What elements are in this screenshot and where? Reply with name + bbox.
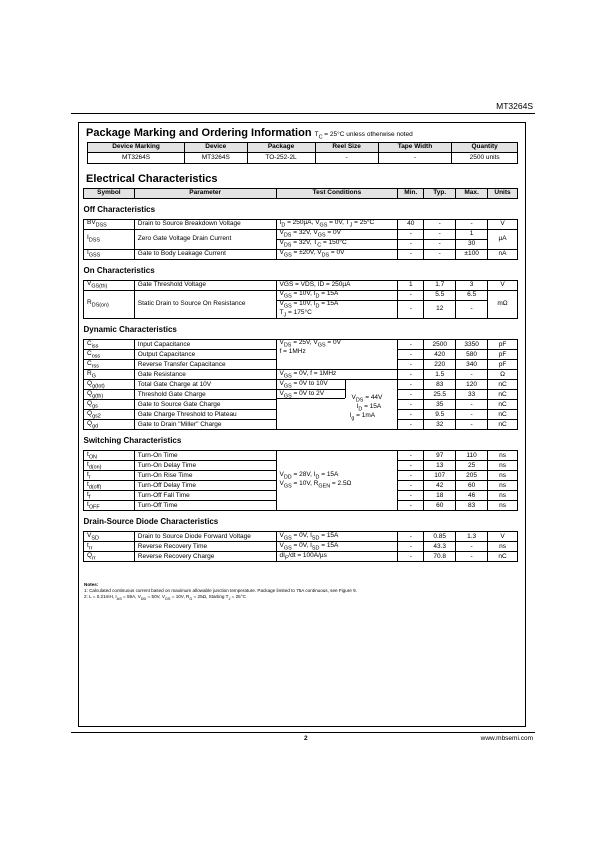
typ-cell: 97	[424, 451, 456, 461]
cell: -	[378, 153, 452, 164]
note-item: 1: Calculated continuous current based on maximum allowable junction temperature. Package limited to 75A continuous, see Figure 9.	[84, 588, 357, 593]
min-cell: -	[398, 360, 424, 370]
parameter-cell: Zero Gate Voltage Drain Current	[134, 230, 276, 250]
max-cell: -	[456, 301, 488, 319]
max-cell: -	[456, 552, 488, 562]
condition-line: $I_D = 15A$	[356, 403, 382, 413]
ordering-header-row	[88, 143, 518, 153]
section-row	[84, 511, 518, 529]
notes	[84, 582, 357, 602]
header-part-number: MT3264S	[496, 101, 533, 111]
unit-cell: nC	[488, 380, 518, 390]
condition-cell: $V_{DD} = 28V$, $I_D = 15A$ $V_{GS} = 10V$, $R_{GEN} = 2.5\Omega$	[276, 451, 398, 511]
footer-url: www.mbsemi.com	[480, 735, 533, 742]
col-units: Units	[488, 189, 518, 199]
max-cell: -	[456, 542, 488, 552]
condition-cell: $V_{GS} = 10V$, $I_D = 15A$ $T_J = 175^\circ C$	[276, 301, 398, 319]
table-row	[84, 532, 518, 542]
max-cell: 6.5	[456, 291, 488, 301]
parameter-cell: Drain to Source Diode Forward Voltage	[134, 532, 276, 542]
typ-cell: 83	[424, 380, 456, 390]
parameter-cell: Reverse Recovery Time	[134, 542, 276, 552]
col-test-conditions: Test Conditions	[276, 189, 398, 199]
max-cell: -	[456, 220, 488, 230]
parameter-cell: Turn-On Time	[134, 451, 276, 461]
max-cell: 1.3	[456, 532, 488, 542]
condition-cell: $V_{DS} = 25V$, $V_{GS} = 0V$ f = 1MHz	[276, 340, 398, 370]
unit-cell: mΩ	[488, 291, 518, 319]
parameter-cell: Total Gate Charge at 10V	[134, 380, 276, 390]
max-cell: -	[456, 370, 488, 380]
condition-line: $V_{GS} = 0V$ to 10V	[279, 380, 328, 390]
footer-rule	[71, 732, 535, 733]
condition-cell: $dI_F/dt = 100A/\mu s$	[276, 552, 398, 562]
min-cell: -	[398, 240, 424, 250]
typ-cell: 9.5	[424, 410, 456, 420]
min-cell: -	[398, 390, 424, 400]
unit-cell: ns	[488, 491, 518, 501]
typ-cell: 220	[424, 360, 456, 370]
col-parameter: Parameter	[134, 189, 276, 199]
unit-cell: pF	[488, 340, 518, 350]
symbol-cell: $R_{DS(on)}$	[84, 291, 135, 319]
min-cell: -	[398, 471, 424, 481]
condition-line: $V_{GS} = 0V$ to 2V	[279, 390, 325, 400]
unit-cell: V	[488, 220, 518, 230]
min-cell: -	[398, 451, 424, 461]
cell: 2500 units	[452, 153, 518, 164]
symbol-cell: $C_{rss}$	[84, 360, 135, 370]
symbol-cell: $I_{GSS}$	[84, 250, 135, 260]
section-heading: Drain-Source Diode Characteristics	[83, 517, 219, 527]
table-row	[84, 230, 518, 240]
symbol-cell: $t_r$	[84, 471, 135, 481]
condition-cell: $V_{GS} = 0V$, f = 1MHz	[276, 370, 398, 380]
col-reel-size: Reel Size	[315, 143, 378, 153]
parameter-cell: Turn-On Delay Time	[134, 461, 276, 471]
condition-cell: VGS = VDS, ID = 250µA	[276, 281, 398, 291]
section-row	[84, 319, 518, 337]
min-cell: -	[398, 461, 424, 471]
unit-cell: nC	[488, 420, 518, 430]
col-quantity: Quantity	[452, 143, 518, 153]
electrical-title: Electrical Characteristics	[86, 173, 218, 185]
symbol-cell: $Q_{rr}$	[84, 552, 135, 562]
table-row	[84, 451, 518, 461]
min-cell: 40	[398, 220, 424, 230]
condition-cell: $V_{GS} = 0V$, $I_{SD} = 15A$	[276, 532, 398, 542]
symbol-cell: $t_{rr}$	[84, 542, 135, 552]
col-tape-width: Tape Width	[378, 143, 452, 153]
min-cell: -	[398, 250, 424, 260]
cell: -	[315, 153, 378, 164]
max-cell: ±100	[456, 250, 488, 260]
symbol-cell: $R_G$	[84, 370, 135, 380]
typ-cell: 0.85	[424, 532, 456, 542]
typ-cell: 60	[424, 501, 456, 511]
min-cell: 1	[398, 281, 424, 291]
parameter-cell: Output Capacitance	[134, 350, 276, 360]
section-row	[84, 199, 518, 217]
unit-cell: nC	[488, 552, 518, 562]
max-cell: 120	[456, 380, 488, 390]
min-cell: -	[398, 350, 424, 360]
max-cell: -	[456, 410, 488, 420]
unit-cell: V	[488, 532, 518, 542]
typ-cell: 420	[424, 350, 456, 360]
max-cell: -	[456, 420, 488, 430]
unit-cell: nC	[488, 410, 518, 420]
min-cell: -	[398, 230, 424, 240]
typ-cell: -	[424, 220, 456, 230]
typ-cell: 2500	[424, 340, 456, 350]
condition-cell: $V_{GS} = 10V$, $I_D = 15A$	[276, 291, 398, 301]
col-symbol: Symbol	[84, 189, 135, 199]
parameter-cell: Threshold Gate Charge	[134, 390, 276, 400]
section-heading: Switching Characteristics	[83, 436, 182, 446]
max-cell: -	[456, 400, 488, 410]
parameter-cell: Gate to Drain "Miller" Charge	[134, 420, 276, 430]
min-cell: -	[398, 532, 424, 542]
min-cell: -	[398, 340, 424, 350]
unit-cell: ns	[488, 471, 518, 481]
col-min: Min.	[398, 189, 424, 199]
table-row	[84, 552, 518, 562]
ordering-title: Package Marking and Ordering Information $T_C = 25^\circ C$ unless otherwise noted	[86, 127, 413, 141]
symbol-cell: $Q_{gd}$	[84, 420, 135, 430]
min-cell: -	[398, 552, 424, 562]
typ-cell: 42	[424, 481, 456, 491]
max-cell: 1	[456, 230, 488, 240]
unit-cell: ns	[488, 542, 518, 552]
condition-cell: $V_{DS} = 32V$, $T_C = 150^\circ C$	[276, 240, 398, 250]
typ-cell: -	[424, 230, 456, 240]
parameter-cell: Reverse Transfer Capacitance	[134, 360, 276, 370]
condition-line: $V_{DS} = 44V$	[351, 394, 383, 404]
col-typ: Typ.	[424, 189, 456, 199]
cell: MT3264S	[185, 153, 247, 164]
typ-cell: 35	[424, 400, 456, 410]
section-row	[84, 260, 518, 278]
typ-cell: -	[424, 250, 456, 260]
symbol-cell: $I_{DSS}$	[84, 230, 135, 250]
typ-cell: 5.5	[424, 291, 456, 301]
unit-cell: nA	[488, 250, 518, 260]
col-max: Max.	[456, 189, 488, 199]
min-cell: -	[398, 291, 424, 301]
symbol-cell: $C_{oss}$	[84, 350, 135, 360]
parameter-cell: Reverse Recovery Charge	[134, 552, 276, 562]
max-cell: 340	[456, 360, 488, 370]
min-cell: -	[398, 481, 424, 491]
unit-cell: ns	[488, 451, 518, 461]
typ-cell: 18	[424, 491, 456, 501]
page-number: 2	[304, 735, 308, 742]
typ-cell: 25.5	[424, 390, 456, 400]
parameter-cell: Turn-Off Time	[134, 501, 276, 511]
max-cell: 46	[456, 491, 488, 501]
section-heading: Dynamic Characteristics	[83, 325, 177, 335]
condition-line: $I_g = 1mA$	[349, 412, 376, 422]
typ-cell: 13	[424, 461, 456, 471]
symbol-cell: $t_{d(off)}$	[84, 481, 135, 491]
max-cell: 83	[456, 501, 488, 511]
max-cell: 3350	[456, 340, 488, 350]
max-cell: 25	[456, 461, 488, 471]
unit-cell: ns	[488, 461, 518, 471]
symbol-cell: $C_{iss}$	[84, 340, 135, 350]
typ-cell: 70.8	[424, 552, 456, 562]
unit-cell: V	[488, 281, 518, 291]
unit-cell: nC	[488, 390, 518, 400]
parameter-cell: Gate Resistance	[134, 370, 276, 380]
unit-cell: pF	[488, 360, 518, 370]
max-cell: 110	[456, 451, 488, 461]
table-row	[84, 340, 518, 350]
table-row	[84, 370, 518, 380]
section-row	[84, 430, 518, 448]
condition-cell	[276, 380, 398, 430]
typ-cell: 1.7	[424, 281, 456, 291]
cell: TO-252-2L	[247, 153, 315, 164]
cell: MT3264S	[88, 153, 185, 164]
electrical-table	[83, 188, 518, 562]
ordering-table	[87, 142, 518, 164]
min-cell: -	[398, 501, 424, 511]
parameter-cell: Static Drain to Source On Resistance	[134, 291, 276, 319]
typ-cell: 43.3	[424, 542, 456, 552]
symbol-cell: $BV_{DSS}$	[84, 220, 135, 230]
symbol-cell: $V_{SD}$	[84, 532, 135, 542]
col-device-marking: Device Marking	[88, 143, 185, 153]
max-cell: 3	[456, 281, 488, 291]
max-cell: 205	[456, 471, 488, 481]
unit-cell: pF	[488, 350, 518, 360]
typ-cell: -	[424, 240, 456, 250]
parameter-cell: Gate to Source Gate Charge	[134, 400, 276, 410]
typ-cell: 107	[424, 471, 456, 481]
symbol-cell: $t_{ON}$	[84, 451, 135, 461]
typ-cell: 12	[424, 301, 456, 319]
unit-cell: nC	[488, 400, 518, 410]
min-cell: -	[398, 491, 424, 501]
parameter-cell: Gate Charge Threshold to Plateau	[134, 410, 276, 420]
parameter-cell: Turn-Off Delay Time	[134, 481, 276, 491]
min-cell: -	[398, 380, 424, 390]
table-row	[84, 281, 518, 291]
col-package: Package	[247, 143, 315, 153]
min-cell: -	[398, 301, 424, 319]
symbol-cell: $Q_{g(th)}$	[84, 390, 135, 400]
notes-title: Notes:	[84, 582, 99, 587]
unit-cell: Ω	[488, 370, 518, 380]
symbol-cell: $Q_{gs}$	[84, 400, 135, 410]
parameter-cell: Turn-On Rise Time	[134, 471, 276, 481]
max-cell: 580	[456, 350, 488, 360]
symbol-cell: $V_{GS(th)}$	[84, 281, 135, 291]
symbol-cell: $t_f$	[84, 491, 135, 501]
max-cell: 33	[456, 390, 488, 400]
condition-cell: $V_{DS} = 32V$, $V_{GS} = 0V$	[276, 230, 398, 240]
min-cell: -	[398, 410, 424, 420]
col-device: Device	[185, 143, 247, 153]
table-row	[84, 380, 518, 390]
condition-cell: $V_{GS} = \pm 20V$, $V_{DS} = 0V$	[276, 250, 398, 260]
max-cell: 30	[456, 240, 488, 250]
min-cell: -	[398, 542, 424, 552]
typ-cell: 1.5	[424, 370, 456, 380]
header-rule	[71, 113, 535, 114]
table-row	[88, 153, 518, 164]
typ-cell: 32	[424, 420, 456, 430]
electrical-header-row	[84, 189, 518, 199]
table-row	[84, 250, 518, 260]
parameter-cell: Gate Threshold Voltage	[134, 281, 276, 291]
unit-cell: µA	[488, 230, 518, 250]
symbol-cell: $t_{OFF}$	[84, 501, 135, 511]
min-cell: -	[398, 420, 424, 430]
table-row	[84, 291, 518, 301]
condition-cell: $V_{GS} = 0V$, $I_{SD} = 15A$	[276, 542, 398, 552]
parameter-cell: Turn-Off Fall Time	[134, 491, 276, 501]
min-cell: -	[398, 370, 424, 380]
note-item: 2: L = 0.21mH, $I_{AS} = 59A$, $V_{DD} = 50V$, $V_{GS} = 10V$, $R_G = 25\Omega$, Starting $T_J = 25^\circ C$	[84, 594, 246, 601]
section-heading: Off Characteristics	[83, 205, 156, 214]
section-heading: On Characteristics	[83, 266, 155, 275]
min-cell: -	[398, 400, 424, 410]
unit-cell: ns	[488, 501, 518, 511]
parameter-cell: Input Capacitance	[134, 340, 276, 350]
parameter-cell: Drain to Source Breakdown Voltage	[134, 220, 276, 230]
unit-cell: ns	[488, 481, 518, 491]
symbol-cell: $t_{d(on)}$	[84, 461, 135, 471]
table-row	[84, 542, 518, 552]
max-cell: 60	[456, 481, 488, 491]
parameter-cell: Gate to Body Leakage Current	[134, 250, 276, 260]
symbol-cell: $Q_{g(tot)}$	[84, 380, 135, 390]
table-row	[84, 220, 518, 230]
ordering-condition: $T_C = 25^\circ C$ unless otherwise noted	[314, 131, 413, 141]
condition-cell: $I_D = 250\mu A$, $V_{GS} = 0V$, $T_J = 25^\circ C$	[276, 220, 398, 230]
symbol-cell: $Q_{gs2}$	[84, 410, 135, 420]
